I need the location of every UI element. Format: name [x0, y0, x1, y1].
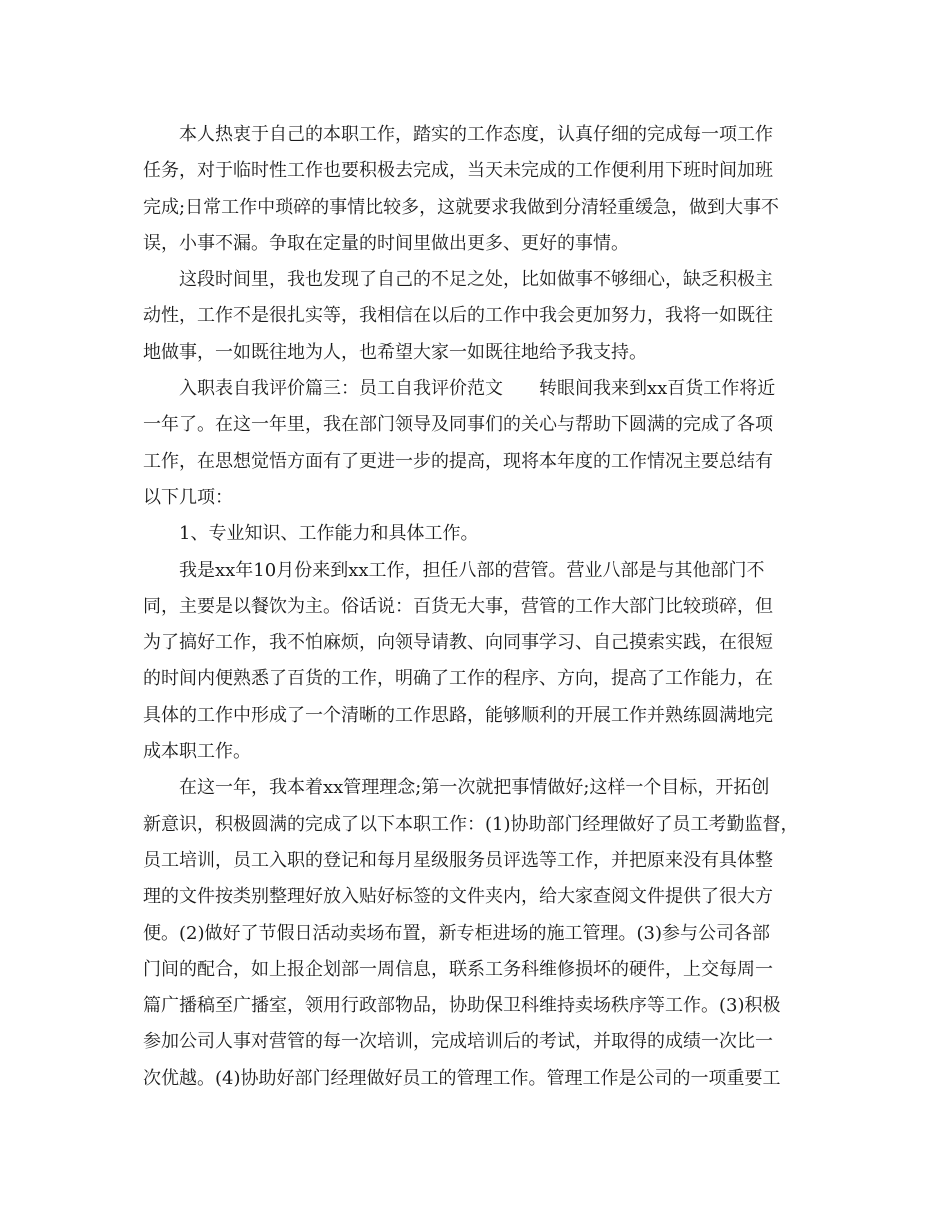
text-line: 门间的配合，如上报企划部一周信息，联系工务科维修损坏的硬件，上交每周一 — [143, 958, 773, 980]
text-line: 在这一年，我本着xx管理理念;第一次就把事情做好;这样一个目标，开拓创 — [179, 777, 770, 799]
section-heading: 1、专业知识、工作能力和具体工作。 — [179, 523, 479, 545]
text-line: 我是xx年10月份来到xx工作，担任八部的营管。营业八部是与其他部门不 — [179, 559, 765, 581]
text-line: 一年了。在这一年里，我在部门领导及同事们的关心与帮助下圆满的完成了各项 — [143, 414, 773, 436]
text-line: 完成;日常工作中琐碎的事情比较多，这就要求我做到分清轻重缓急，做到大事不 — [143, 196, 780, 218]
text-line: 工作，在思想觉悟方面有了更进一步的提高，现将本年度的工作情况主要总结有 — [143, 450, 773, 472]
text-line: 这段时间里，我也发现了自己的不足之处，比如做事不够细心，缺乏积极主 — [179, 269, 773, 291]
text-line: 的时间内便熟悉了百货的工作，明确了工作的程序、方向，提高了工作能力，在 — [143, 668, 773, 690]
text-line: 具体的工作中形成了一个清晰的工作思路，能够顺利的开展工作并熟练圆满地完 — [143, 704, 773, 726]
text-line: 地做事，一如既往地为人，也希望大家一如既往地给予我支持。 — [143, 341, 647, 363]
text-line: 理的文件按类别整理好放入贴好标签的文件夹内，给大家查阅文件提供了很大方 — [143, 886, 773, 908]
text-line: 参加公司人事对营管的每一次培训，完成培训后的考试，并取得的成绩一次比一 — [143, 1031, 773, 1053]
text-line: 误，小事不漏。争取在定量的时间里做出更多、更好的事情。 — [143, 232, 629, 254]
text-line: 次优越。(4)协助好部门经理做好员工的管理工作。管理工作是公司的一项重要工 — [143, 1067, 781, 1089]
document-body — [143, 117, 813, 1097]
text-line: 新意识，积极圆满的完成了以下本职工作：(1)协助部门经理做好了员工考勤监督， — [143, 813, 799, 835]
text-line: 同，主要是以餐饮为主。俗话说：百货无大事，营管的工作大部门比较琐碎，但 — [143, 595, 773, 617]
text-line: 本人热衷于自己的本职工作，踏实的工作态度，认真仔细的完成每一项工作 — [179, 124, 773, 145]
text-line: 成本职工作。 — [143, 741, 251, 763]
text-line: 便。(2)做好了节假日活动卖场布置，新专柜进场的施工管理。(3)参与公司各部 — [143, 922, 770, 944]
text-line: 任务，对于临时性工作也要积极去完成，当天未完成的工作便利用下班时间加班 — [143, 160, 773, 182]
text-line: 以下几项： — [143, 486, 233, 508]
text-line: 动性，工作不是很扎实等，我相信在以后的工作中我会更加努力，我将一如既往 — [143, 305, 773, 327]
text-line: 员工培训，员工入职的登记和每月星级服务员评选等工作，并把原来没有具体整 — [143, 849, 773, 871]
text-line: 篇广播稿至广播室，领用行政部物品，协助保卫科维持卖场秩序等工作。(3)积极 — [143, 995, 781, 1017]
text-line: 入职表自我评价篇三：员工自我评价范文 转眼间我来到xx百货工作将近 — [179, 378, 776, 400]
text-line: 为了搞好工作，我不怕麻烦，向领导请教、向同事学习、自己摸索实践，在很短 — [143, 632, 773, 654]
